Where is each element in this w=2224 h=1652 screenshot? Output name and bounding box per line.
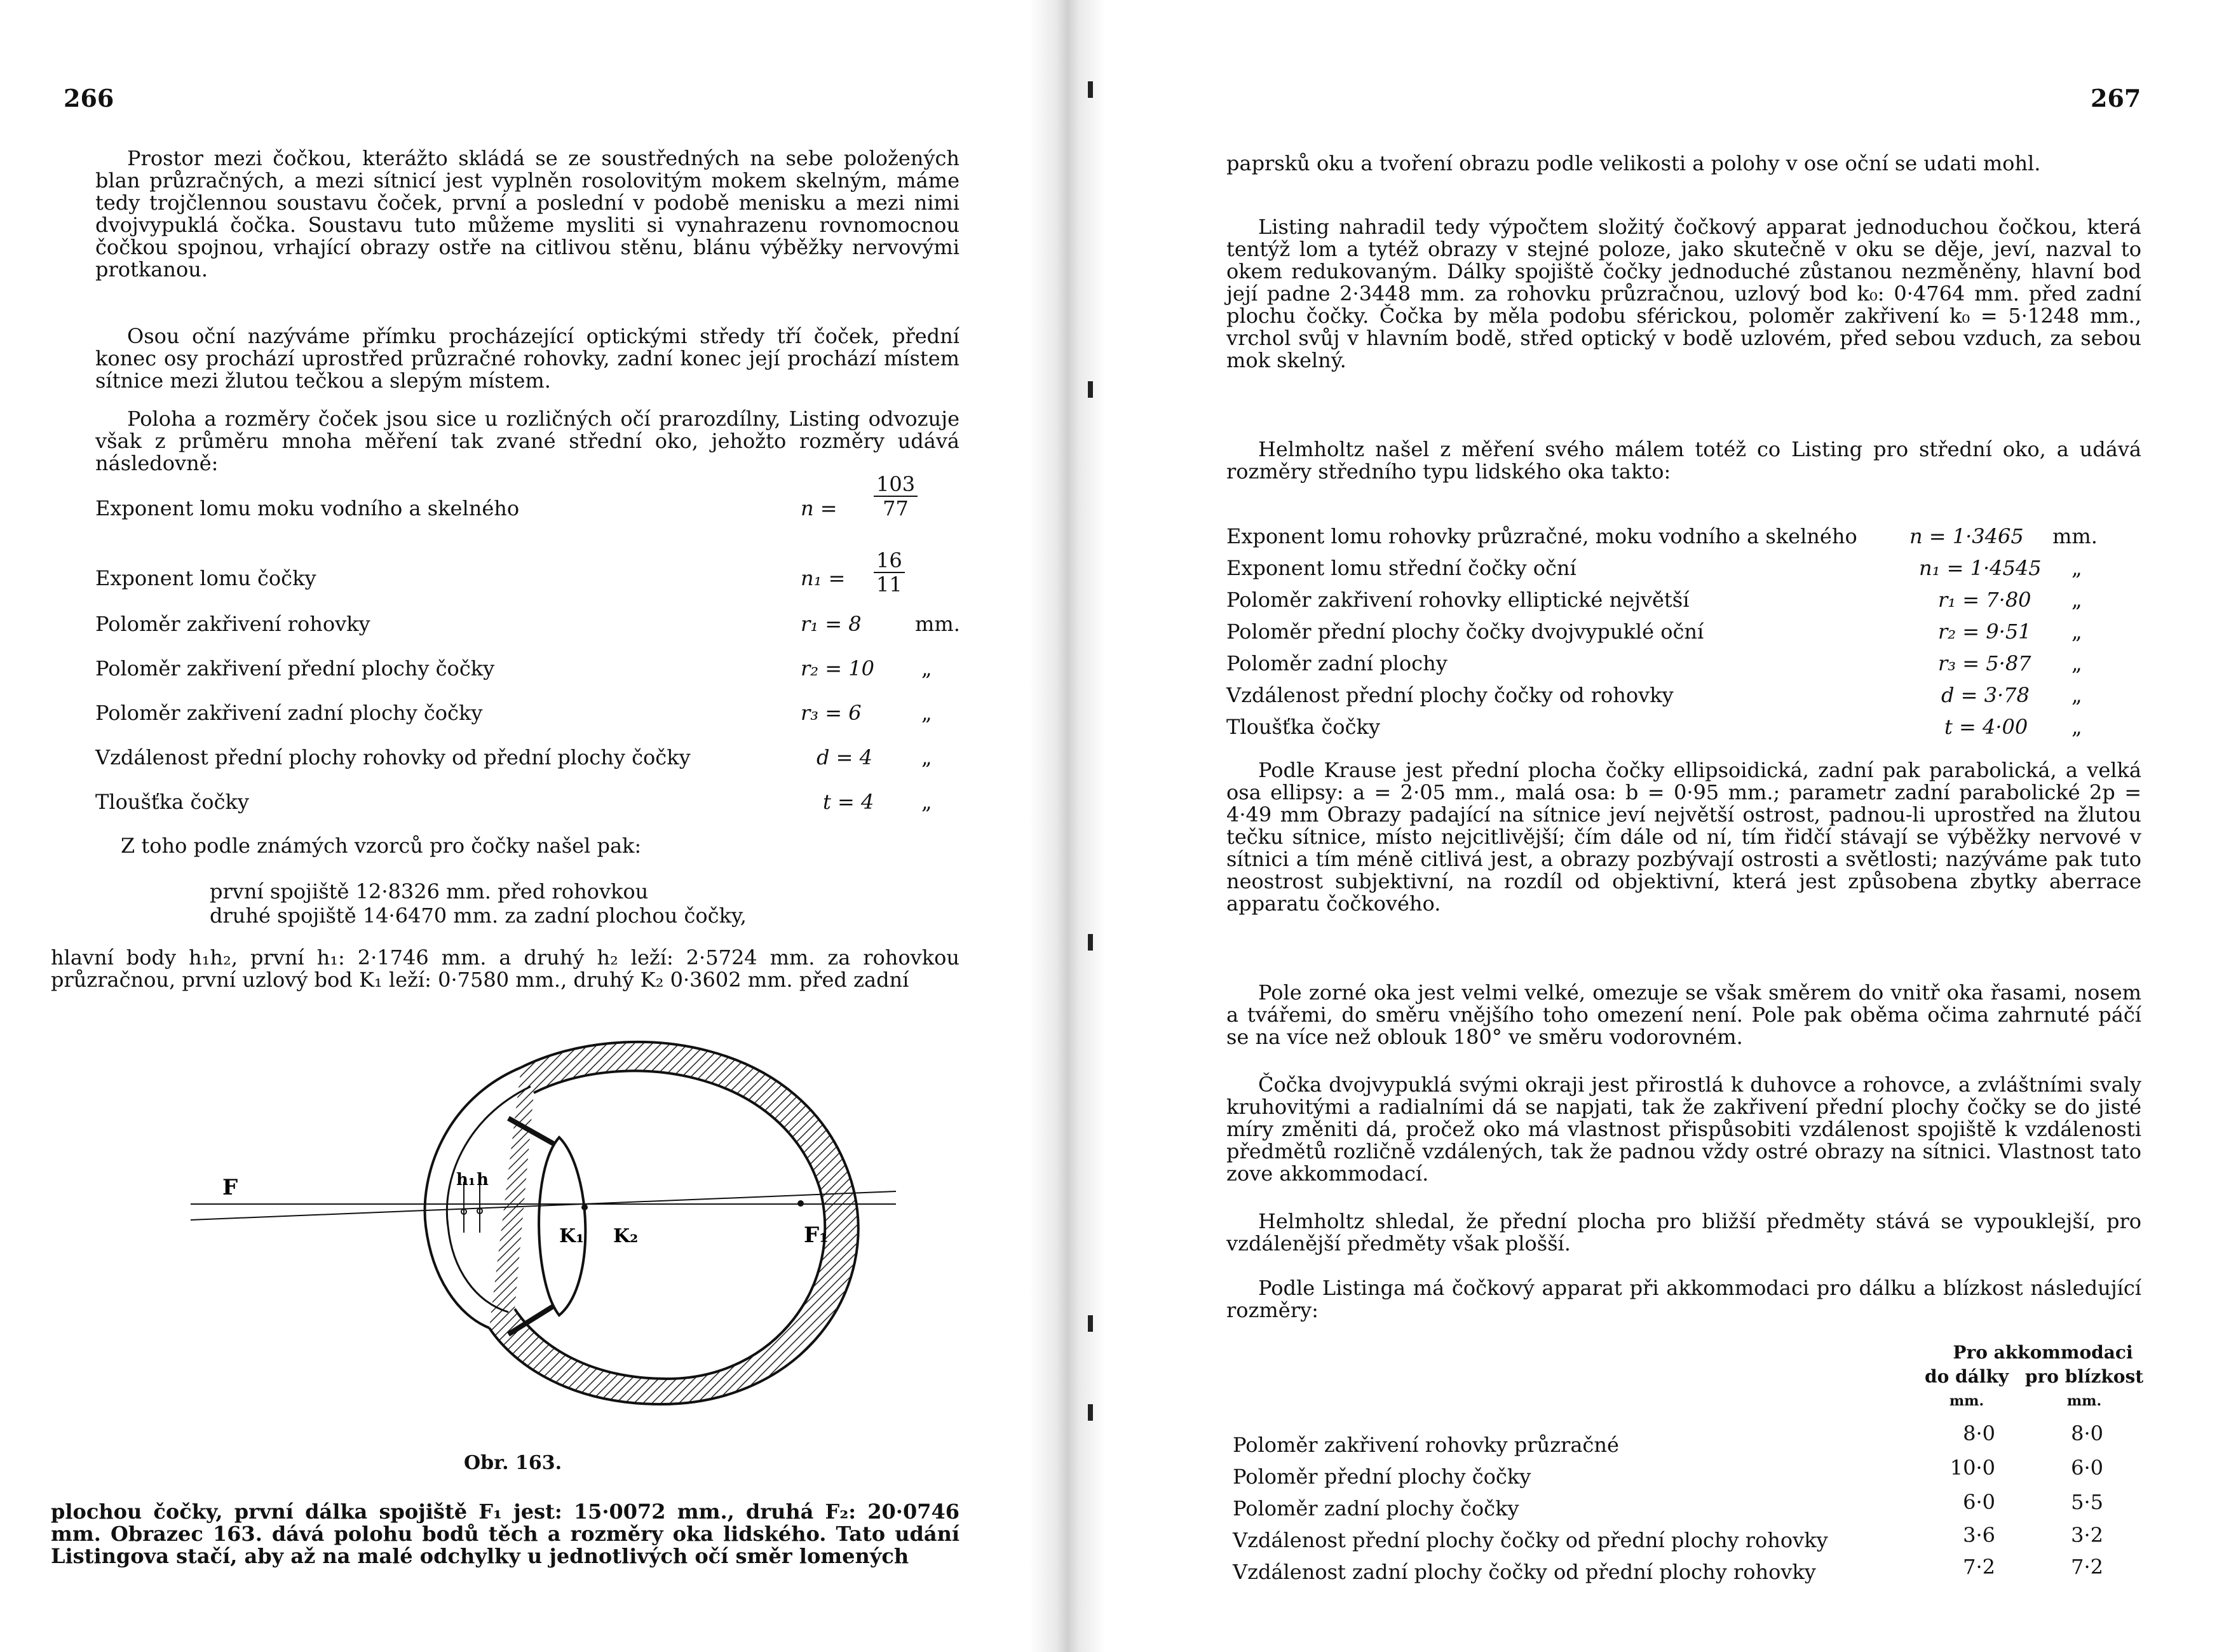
row-symbol: r₃ = 6 xyxy=(801,701,862,725)
dimension-row xyxy=(95,472,959,521)
dimension-row xyxy=(1226,524,2141,549)
row-symbol: r₂ = 10 xyxy=(801,656,874,680)
dimension-row xyxy=(95,611,959,637)
label-F: F xyxy=(222,1175,238,1200)
table-row xyxy=(1233,1421,2141,1458)
dimension-row xyxy=(95,548,959,597)
row-symbol: r₁ = 8 xyxy=(801,612,862,636)
text-line: druhé spojiště 14·6470 mm. za zadní plochou čočky, xyxy=(210,904,747,928)
table-row xyxy=(1233,1490,2141,1521)
left-page xyxy=(51,0,960,1652)
eye-diagram xyxy=(178,1023,909,1417)
table-col-near: pro blízkost xyxy=(2024,1366,2144,1387)
paragraph: Podle Krause jest přední plocha čočky ellipsoidická, zadní pak parabolická, a velká osa ellipsy: a = 2·05 mm., malá osa: b = 0·95 mm.; parametr zadní parabolické 2p = 4·49 mm Obrazy padající na sítnice jeví největší ostrost, padnou-li uprostřed na žlutou tečku sítnice, místo nejcitlivější; čím dále od ní, tím řidčí stávají se výběžky nervové v sítnici a tím méně citlivá jest, a obrazy pozbývají ostrosti a světlosti; nazýváme pak tuto neostrost subjektivní, na rozdíl od objektivní, která jest způsobena zbytky aberrace apparatu čočkového. xyxy=(1226,758,2141,916)
label-h2: h xyxy=(477,1170,489,1189)
cell-far: 3·6 xyxy=(1963,1523,1995,1547)
label-F1: F₁ xyxy=(804,1222,829,1248)
table-row xyxy=(1233,1523,2141,1553)
right-page xyxy=(1226,0,2144,1652)
gutter-mark xyxy=(1088,934,1093,951)
dimension-row xyxy=(1226,619,2141,644)
row-unit: mm. xyxy=(2052,524,2098,548)
row-symbol: d = 3·78 xyxy=(1941,683,2030,707)
cell-far: 6·0 xyxy=(1963,1490,1995,1514)
figure-caption: Obr. 163. xyxy=(464,1452,562,1474)
fraction: $\frac{16}{11}$ xyxy=(874,549,905,596)
row-label: Poloměr zakřivení rohovky elliptické největší xyxy=(1226,588,1690,612)
fraction: $\frac{103}{77}$ xyxy=(874,473,918,520)
gutter-mark xyxy=(1088,81,1093,98)
row-symbol: n = xyxy=(801,496,837,520)
row-label: Tloušťka čočky xyxy=(1226,715,1380,739)
table-col-far: do dálky xyxy=(1924,1366,2009,1387)
dimension-row xyxy=(95,700,959,726)
paragraph: Čočka dvojvypuklá svými okraji jest přirostlá k duhovce a rohovce, a zvláštními svaly kruhovitými a radialními dá se napjati, tak že zakřivení přední plochy čočky se do jisté míry změniti dá, pročež oko má vlastnost přispůsobiti vzdálenost spojiště k vzdálenosti předmětů rozličně vzdálených, tak že padnou vždy ostré obrazy na sítnici. Vlastnost tato zove akkommodací. xyxy=(1226,1073,2141,1186)
row-unit: „ xyxy=(2071,556,2082,580)
row-label: Poloměr zakřivení rohovky xyxy=(95,612,370,636)
book-gutter xyxy=(1029,0,1106,1652)
row-label: Poloměr zakřivení rohovky průzračné xyxy=(1233,1433,1619,1457)
row-unit: „ xyxy=(2071,588,2082,612)
row-label: Poloměr zadní plochy xyxy=(1226,651,1448,675)
label-K2: K₂ xyxy=(613,1225,639,1247)
row-unit: „ xyxy=(2071,651,2082,675)
row-label: Vzdálenost přední plochy čočky od rohovky xyxy=(1226,683,1674,707)
cell-near: 5·5 xyxy=(2071,1490,2103,1514)
dimension-row xyxy=(95,745,959,770)
row-symbol: t = 4 xyxy=(823,790,874,814)
row-label: Exponent lomu rohovky průzračné, moku vodního a skelného xyxy=(1226,524,1857,548)
row-symbol: r₂ = 9·51 xyxy=(1938,620,2031,644)
row-label: Poloměr zakřivení přední plochy čočky xyxy=(95,656,495,680)
paragraph: Podle Listinga má čočkový apparat při akkommodaci pro dálku a blízkost následující rozměry: xyxy=(1226,1276,2141,1322)
row-label: Vzdálenost zadní plochy čočky od přední plochy rohovky xyxy=(1233,1560,1816,1584)
row-label: Exponent lomu moku vodního a skelného xyxy=(95,496,520,520)
row-unit: „ xyxy=(921,790,932,814)
paragraph: Prostor mezi čočkou, kterážto skládá se ze soustředných na sebe položených blan průzračných, a mezi sítnicí jest vyplněn rosolovitým mokem skelným, máme tedy trojčlennou soustavu čoček, první a poslední v podobě menisku a mezi nimi dvojvypuklá čočka. Soustavu tuto můžeme mysliti si vynahrazenu rovnomocnou čočkou spojnou, vrhající obrazy ostře na citlivou stěnu, blánu výběžky nervovými protkanou. xyxy=(95,146,959,281)
page-number: 267 xyxy=(2091,84,2141,112)
paragraph: Listing nahradil tedy výpočtem složitý čočkový apparat jednoduchou čočkou, která tentýž lom a tytéž obrazy v stejné poloze, jako skutečně v oku se děje, jeví, nazval to okem redukovaným. Dálky spojiště čočky jednoduché zůstanou nezměněny, hlavní bod její padne 2·3448 mm. za rohovku průzračnou, uzlový bod k₀: 0·4764 mm. před zadní plochu čočky. Čočka by měla podobu sférickou, poloměr zakřivení k₀ = 5·1248 mm., vrchol svůj v hlavním bodě, střed optický v bodě uzlovém, před sebou vzduch, za sebou mok skelný. xyxy=(1226,215,2141,372)
dimension-row xyxy=(1226,555,2141,581)
row-symbol: d = 4 xyxy=(817,745,872,769)
label-h1: h₁ xyxy=(456,1170,476,1189)
row-label: Vzdálenost přední plochy čočky od přední plochy rohovky xyxy=(1233,1528,1828,1552)
table-unit-far: mm. xyxy=(1949,1393,1984,1409)
paragraph: Pole zorné oka jest velmi velké, omezuje se však směrem do vnitř oka řasami, nosem a tvářemi, do směru vnějšího toho omezení není. Pole pak oběma očima zahrnuté páčí se na více než oblouk 180° ve směru vodorovném. xyxy=(1226,980,2141,1049)
dimension-row xyxy=(1226,714,2141,740)
row-symbol: r₃ = 5·87 xyxy=(1938,651,2031,675)
gutter-mark xyxy=(1088,1315,1093,1332)
paragraph: Poloha a rozměry čoček jsou sice u rozličných očí prarozdílny, Listing odvozuje však z průměru mnoha měření tak zvané střední oko, jehožto rozměry udává následovně: xyxy=(95,407,959,475)
row-unit: „ xyxy=(921,656,932,680)
cell-near: 7·2 xyxy=(2071,1555,2103,1579)
cell-far: 7·2 xyxy=(1963,1555,1995,1579)
dimension-row xyxy=(1226,682,2141,708)
dimension-row xyxy=(1226,651,2141,676)
row-unit: „ xyxy=(2071,683,2082,707)
row-unit: mm. xyxy=(915,612,960,636)
gutter-mark xyxy=(1088,381,1093,398)
row-symbol: r₁ = 7·80 xyxy=(1938,588,2031,612)
gutter-mark xyxy=(1088,1404,1093,1421)
row-label: Exponent lomu čočky xyxy=(95,566,316,590)
paragraph: plochou čočky, první dálka spojiště F₁ jest: 15·0072 mm., druhá F₂: 20·0746 mm. Obrazec 163. dává polohu bodů těch a rozměry oka lidského. Tato udání Listingova stačí, aby až na malé odchylky u jednotlivých očí směr lomených xyxy=(51,1500,959,1568)
table-unit-near: mm. xyxy=(2066,1393,2102,1409)
paragraph: paprsků oku a tvoření obrazu podle velikosti a polohy v ose oční se udati mohl. xyxy=(1226,151,2041,175)
dimension-row xyxy=(95,656,959,681)
paragraph: hlavní body h₁h₂, první h₁: 2·1746 mm. a druhý h₂ leží: 2·5724 mm. za rohovkou průzračnou, první uzlový bod K₁ leží: 0·7580 mm., druhý K₂ 0·3602 mm. před zadní xyxy=(51,945,959,992)
row-unit: „ xyxy=(2071,620,2082,644)
cell-far: 10·0 xyxy=(1949,1456,1995,1480)
text-line: Z toho podle známých vzorců pro čočky našel pak: xyxy=(121,834,642,858)
dimension-row xyxy=(95,789,959,815)
cell-near: 8·0 xyxy=(2071,1421,2103,1446)
row-label: Poloměr zadní plochy čočky xyxy=(1233,1496,1519,1520)
cell-near: 3·2 xyxy=(2071,1523,2103,1547)
row-unit: „ xyxy=(921,701,932,725)
table-row xyxy=(1233,1555,2141,1585)
paragraph: Helmholtz shledal, že přední plocha pro bližší předměty stává se vypouklejší, pro vzdálenější předměty však plošší. xyxy=(1226,1209,2141,1256)
paragraph: Osou oční nazýváme přímku procházející optickými středy tří čoček, přední konec osy prochází uprostřed průzračné rohovky, zadní konec její prochází místem sítnice mezi žlutou tečkou a slepým místem. xyxy=(95,324,959,393)
text-line: první spojiště 12·8326 mm. před rohovkou xyxy=(210,879,649,904)
label-K1: K₁ xyxy=(559,1225,585,1247)
row-label: Vzdálenost přední plochy rohovky od přední plochy čočky xyxy=(95,745,691,769)
paragraph: Helmholtz našel z měření svého málem totéž co Listing pro střední oko, a udává rozměry středního typu lidského oka takto: xyxy=(1226,437,2141,484)
table-header: Pro akkommodaci xyxy=(1953,1342,2133,1363)
row-symbol: n₁ = 1·4545 xyxy=(1919,556,2042,580)
table-row xyxy=(1233,1456,2141,1489)
cell-near: 6·0 xyxy=(2071,1456,2103,1480)
page-number: 266 xyxy=(64,84,114,112)
row-unit: „ xyxy=(2071,715,2082,739)
row-unit: „ xyxy=(921,745,932,769)
row-label: Tloušťka čočky xyxy=(95,790,249,814)
row-label: Exponent lomu střední čočky oční xyxy=(1226,556,1576,580)
row-symbol: n = 1·3465 xyxy=(1909,524,2024,548)
row-label: Poloměr zakřivení zadní plochy čočky xyxy=(95,701,483,725)
dimension-row xyxy=(1226,587,2141,613)
row-label: Poloměr přední plochy čočky dvojvypuklé oční xyxy=(1226,620,1704,644)
cell-far: 8·0 xyxy=(1963,1421,1995,1446)
row-label: Poloměr přední plochy čočky xyxy=(1233,1465,1531,1489)
row-symbol: n₁ = xyxy=(801,566,846,590)
row-symbol: t = 4·00 xyxy=(1944,715,2028,739)
